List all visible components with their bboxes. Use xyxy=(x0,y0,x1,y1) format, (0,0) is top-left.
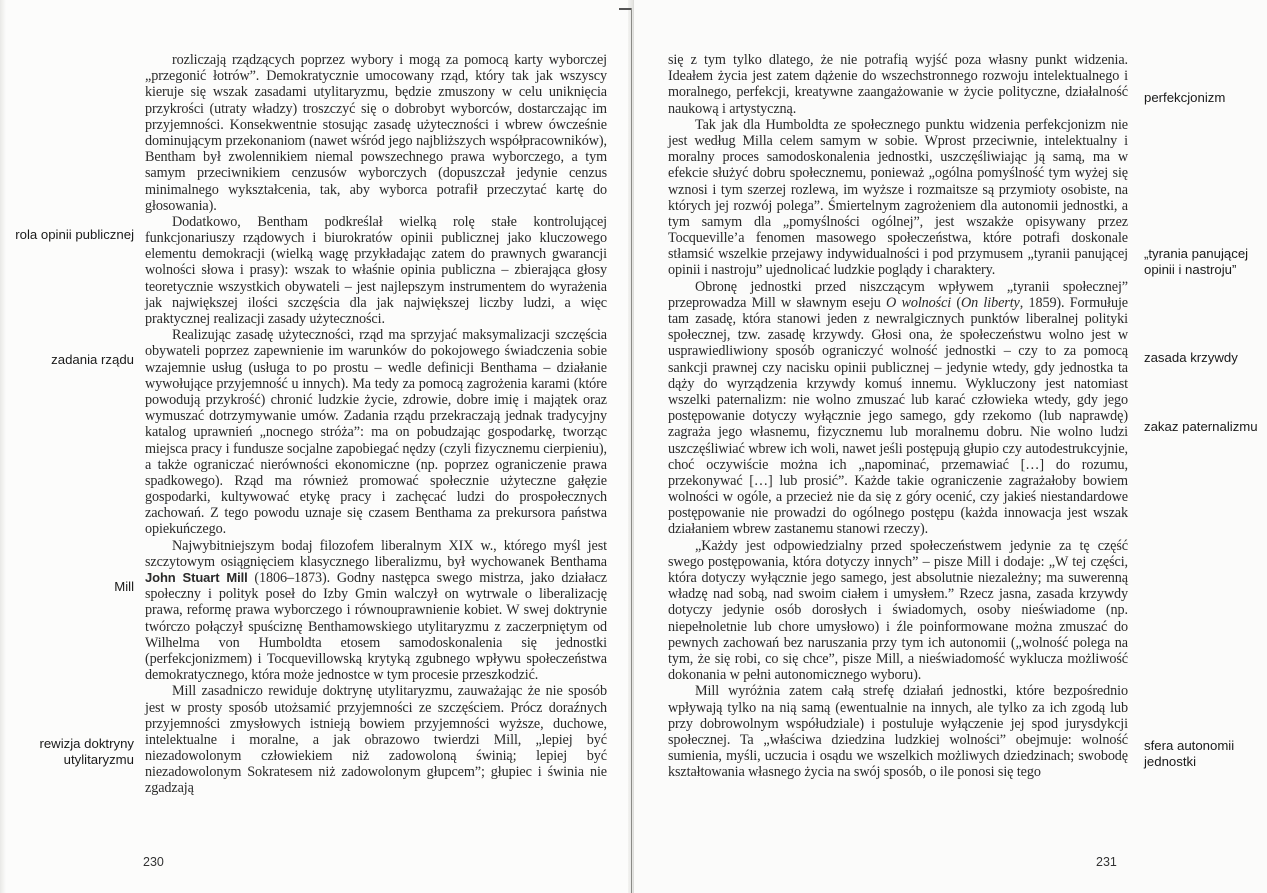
paragraph xyxy=(668,52,1128,117)
margin-note-perfekcjonizm: perfekcjonizm xyxy=(1144,90,1226,105)
margin-note-zasada-krzywdy: zasada krzywdy xyxy=(1144,350,1238,365)
italic-title: O wolności xyxy=(886,294,952,311)
gutter-mark xyxy=(619,8,631,10)
bold-name: John Stuart Mill xyxy=(145,570,248,585)
text-run: Mill zasadniczo rewiduje doktrynę utylitaryzmu, zauważając że nie sposób jest w prosty sposób utożsamić przyjemności ze szczęściem. Prócz doraźnych przyjemności zmysłowych istnieją bowiem przyjemności wyższe, duchowe, intelektualne i moralne, a jak obrazowo twierdzi Mill, „lepiej być niezadowolonym człowiekiem niż zadowoloną świnią; lepiej być niezadowolonym Sokratesem niż zadowolonym głupcem”; głupiec i świnia nie zgadzają xyxy=(145,683,607,797)
gutter-line xyxy=(631,8,632,893)
italic-title: On liberty xyxy=(961,294,1020,311)
page-number-left: 230 xyxy=(143,855,164,869)
text-run: rozliczają rządzących poprzez wybory i mogą za pomocą karty wyborczej „przegonić łotrów”. Demokratycznie umocowany rząd, który tak jak wszyscy kieruje się wszak zasadami utylitaryzmu, będzie zmuszony w celu uniknięcia przykrości (utraty władzy) troszczyć się o dobrobyt wyborców, dostarczając im przyjemności. Konsekwentnie stosując zasadę użyteczności i wbrew ówcześnie dominującym przekonaniom (nawet wśród jego najbliższych współpracowników), Bentham był zwolennikiem niemal powszechnego prawa wyborczego, a tym samym przeciwnikiem cenzusów wyborczych (dopuszczał jedynie cenzus minimalnego wykształcenia, tak, aby wyborca potrafił przeczytać kartę do głosowania). xyxy=(145,52,607,214)
paragraph xyxy=(668,683,1128,780)
left-body-text xyxy=(145,52,607,797)
margin-note-sfera-autonomii: sfera autonomii jednostki xyxy=(1144,738,1235,769)
margin-note-rewizja-doktryny: rewizja doktryny utylitaryzmu xyxy=(39,736,134,767)
text-run: Tak jak dla Humboldta ze społecznego punktu widzenia perfekcjonizm nie jest według Milla celem samym w sobie. Wprost przeciwnie, intelektualny i moralny proces samodoskonalenia jednostki, uszczęśliwiając ją samą, ma w efekcie służyć dobru społecznemu, ponieważ „ogólna pomyślność tym wyżej się wznosi i tym szerzej rozlewa, im wyższe i rozmaitsze są przymioty osobiste, na których jej rozwój polega”. Śmiertelnym zagrożeniem dla autonomii jednostki, a tym samym dla „pomyślności ogólnej”, jest wszakże opisywany przez Tocqueville’a fenomen masowego społeczeństwa, które potrafi doskonale stłamsić wszelkie przejawy indywidualności i pod przymusem „tyranii panującej opinii i nastroju” ujednolicać ludzkie poglądy i charaktery. xyxy=(668,116,1128,279)
margin-note-tyrania: „tyrania panującej opinii i nastroju” xyxy=(1144,246,1249,277)
text-run: „Każdy jest odpowiedzialny przed społeczeństwem jedynie za tę część swego postępowania, która dotyczy innych” – pisze Mill i dodaje: „W tej części, która dotyczy wyłącznie jego samego, jest absolutnie niezależny; ma suwerenną władzę nad sobą, nad swoim ciałem i umysłem.” Rzecz jasna, zasada krzywdy dotyczy jedynie osób dorosłych i świadomych, osoby nieświadome (np. niepełnoletnie lub chore umysłowo) i źle poinformowane można zmuszać do pewnych zachowań bez naruszania przy tym ich autonomii („wolność polega na tym, że się robi, co się chce”, pisze Mill, a nieświadomość wyklucza możliwość dokonania w pełni autonomicznego wyboru). xyxy=(668,537,1128,684)
left-page xyxy=(0,0,632,893)
text-run: ( xyxy=(951,294,961,311)
paragraph xyxy=(668,538,1128,684)
margin-note-zadania-rzadu: zadania rządu xyxy=(51,352,134,367)
text-run: Obronę jednostki przed niszczącym wpływem „tyranii społecznej” przeprowadza Mill w sławnym eseju xyxy=(668,278,1128,311)
paragraph xyxy=(668,279,1128,538)
text-run: , 1859). Formułuje tam zasadę, która stanowi jeden z newralgicznych punktów liberalnej polityki społecznej, tzw. zasadę krzywdy. Głosi ona, że społeczeństwu wolno jest w usprawiedliwiony sposób ograniczyć wolność jednostki – czy to za pomocą sankcji prawnej czy nacisku opinii publicznej – jedynie wtedy, gdy jednostka ta dąży do wyrządzenia krzywdy komuś innemu. Wykluczony jest natomiast wszelki paternalizm: nie wolno zmuszać lub karać człowieka wtedy, gdy jego postępowanie dotyczy wyłącznie jego samego, gdy rzekomo (lub naprawdę) zagraża jego własnemu, fizycznemu lub moralnemu dobru. Nie wolno ludzi uszczęśliwiać wbrew ich woli, nawet jeśli postępują głupio czy autodestrukcyjnie, choć oczywiście można ich „napominać, przemawiać […] do rozumu, przekonywać […] lub prosić”. Każde takie ograniczenie zagrażałoby bowiem wolności w ogóle, a przecież nie da się z góry ocenić, czy jakieś niestandardowe postępowanie nie prowadzi do ogólnego postępu (każda innowacja jest wszak działaniem wbrew zastanemu stanowi rzeczy). xyxy=(668,294,1128,538)
paragraph xyxy=(145,214,607,327)
paragraph xyxy=(145,538,607,684)
page-number-right: 231 xyxy=(1096,855,1117,869)
margin-note-rola-opinii: rola opinii publicznej xyxy=(15,227,134,242)
text-run: (1806–1873). Godny następca swego mistrza, jako działacz społeczny i polityk poseł do Izby Gmin walczył on wytrwale o liberalizację prawa, reformę prawa wyborczego i równouprawnienie kobiet. W swej doktrynie twórczo połączył spuściznę Benthamowskiego utylitaryzmu z zaczerpniętym od Wilhelma von Humboldta etosem samodoskonalenia się jednostki (perfekcjonizmem) i Tocquevillowską krytyką zgubnego wpływu społeczeństwa demokratycznego, która może jednostce w tym procesie przeszkodzić. xyxy=(145,570,608,684)
right-page xyxy=(634,0,1267,893)
right-body-text xyxy=(668,52,1128,780)
paragraph xyxy=(145,683,607,796)
paragraph xyxy=(668,117,1128,279)
paragraph xyxy=(145,52,607,214)
text-run: Dodatkowo, Bentham podkreślał wielką rolę stałe kontrolującej funkcjonariuszy rządowych i biurokratów opinii publicznej jako kluczowego elementu demokracji (wielką wagę przykładając zatem do prawnych gwarancji wolności słowa i prasy): wszak to właśnie opinia publiczna – zbierająca głosy teoretycznie wszystkich obywateli – jest najlepszym instrumentem do wyrażenia jak największej ilości szczęścia dla jak największej liczby ludzi, a więc praktycznej realizacji zasady użyteczności. xyxy=(145,213,607,327)
text-run: się z tym tylko dlatego, że nie potrafią wyjść poza własny punkt widzenia. Ideałem życia jest zatem dążenie do wszechstronnego rozwoju intelektualnego i moralnego, perfekcji, kreatywne zaangażowanie w życie polityczne, działalność naukową i artystyczną. xyxy=(668,52,1128,117)
text-run: Mill wyróżnia zatem całą strefę działań jednostki, które bezpośrednio wpływają tylko na nią samą (ewentualnie na innych, ale tylko za ich zgodą lub przy dobrowolnym współudziale) i postuluje wyłączenie jej spod jurysdykcji społecznej. Ta „właściwa dziedzina ludzkiej wolności” obejmuje: wolność sumienia, myśli, uczucia i osądu we wszelkich możliwych dziedzinach; swobodę kształtowania własnego życia na swój sposób, o ile ponosi się tego xyxy=(668,683,1128,781)
margin-note-zakaz-paternalizmu: zakaz paternalizmu xyxy=(1144,419,1258,434)
text-run: Najwybitniejszym bodaj filozofem liberalnym XIX w., którego myśl jest szczytowym osiągnięciem klasycznego liberalizmu, był wychowanek Benthama xyxy=(145,537,607,570)
margin-note-mill: Mill xyxy=(114,579,134,594)
paragraph xyxy=(145,327,607,537)
text-run: Realizując zasadę użyteczności, rząd ma sprzyjać maksymalizacji szczęścia obywateli poprzez zapewnienie im warunków do pokojowego świadczenia sobie wzajemnie usług (usługa to po prostu – wedle definicji Benthama – działanie wywołujące przyjemność u innych). Ma tedy za pomocą zagrożenia karami (które powodują przykrość) chronić ludzkie życie, zdrowie, dobre imię i majątek oraz wymuszać dotrzymywanie umów. Zadania rządu przekraczają jednak tradycyjny katalog uprawnień „nocnego stróża”: ma on pobudzając gospodarkę, tworząc miejsca pracy i fundusze socjalne zapobiegać nędzy (czyli fizycznemu cierpieniu), a także ograniczać nierówności ekonomiczne (np. poprzez ograniczenie prawa spadkowego). Rząd ma również promować społecznie użyteczne gałęzie gospodarki, kultywować etykę pracy i zachęcać ludzi do prospołecznych zachowań. Z tego powodu uznaje się czasem Benthama za prekursora państwa opiekuńczego. xyxy=(145,327,607,538)
